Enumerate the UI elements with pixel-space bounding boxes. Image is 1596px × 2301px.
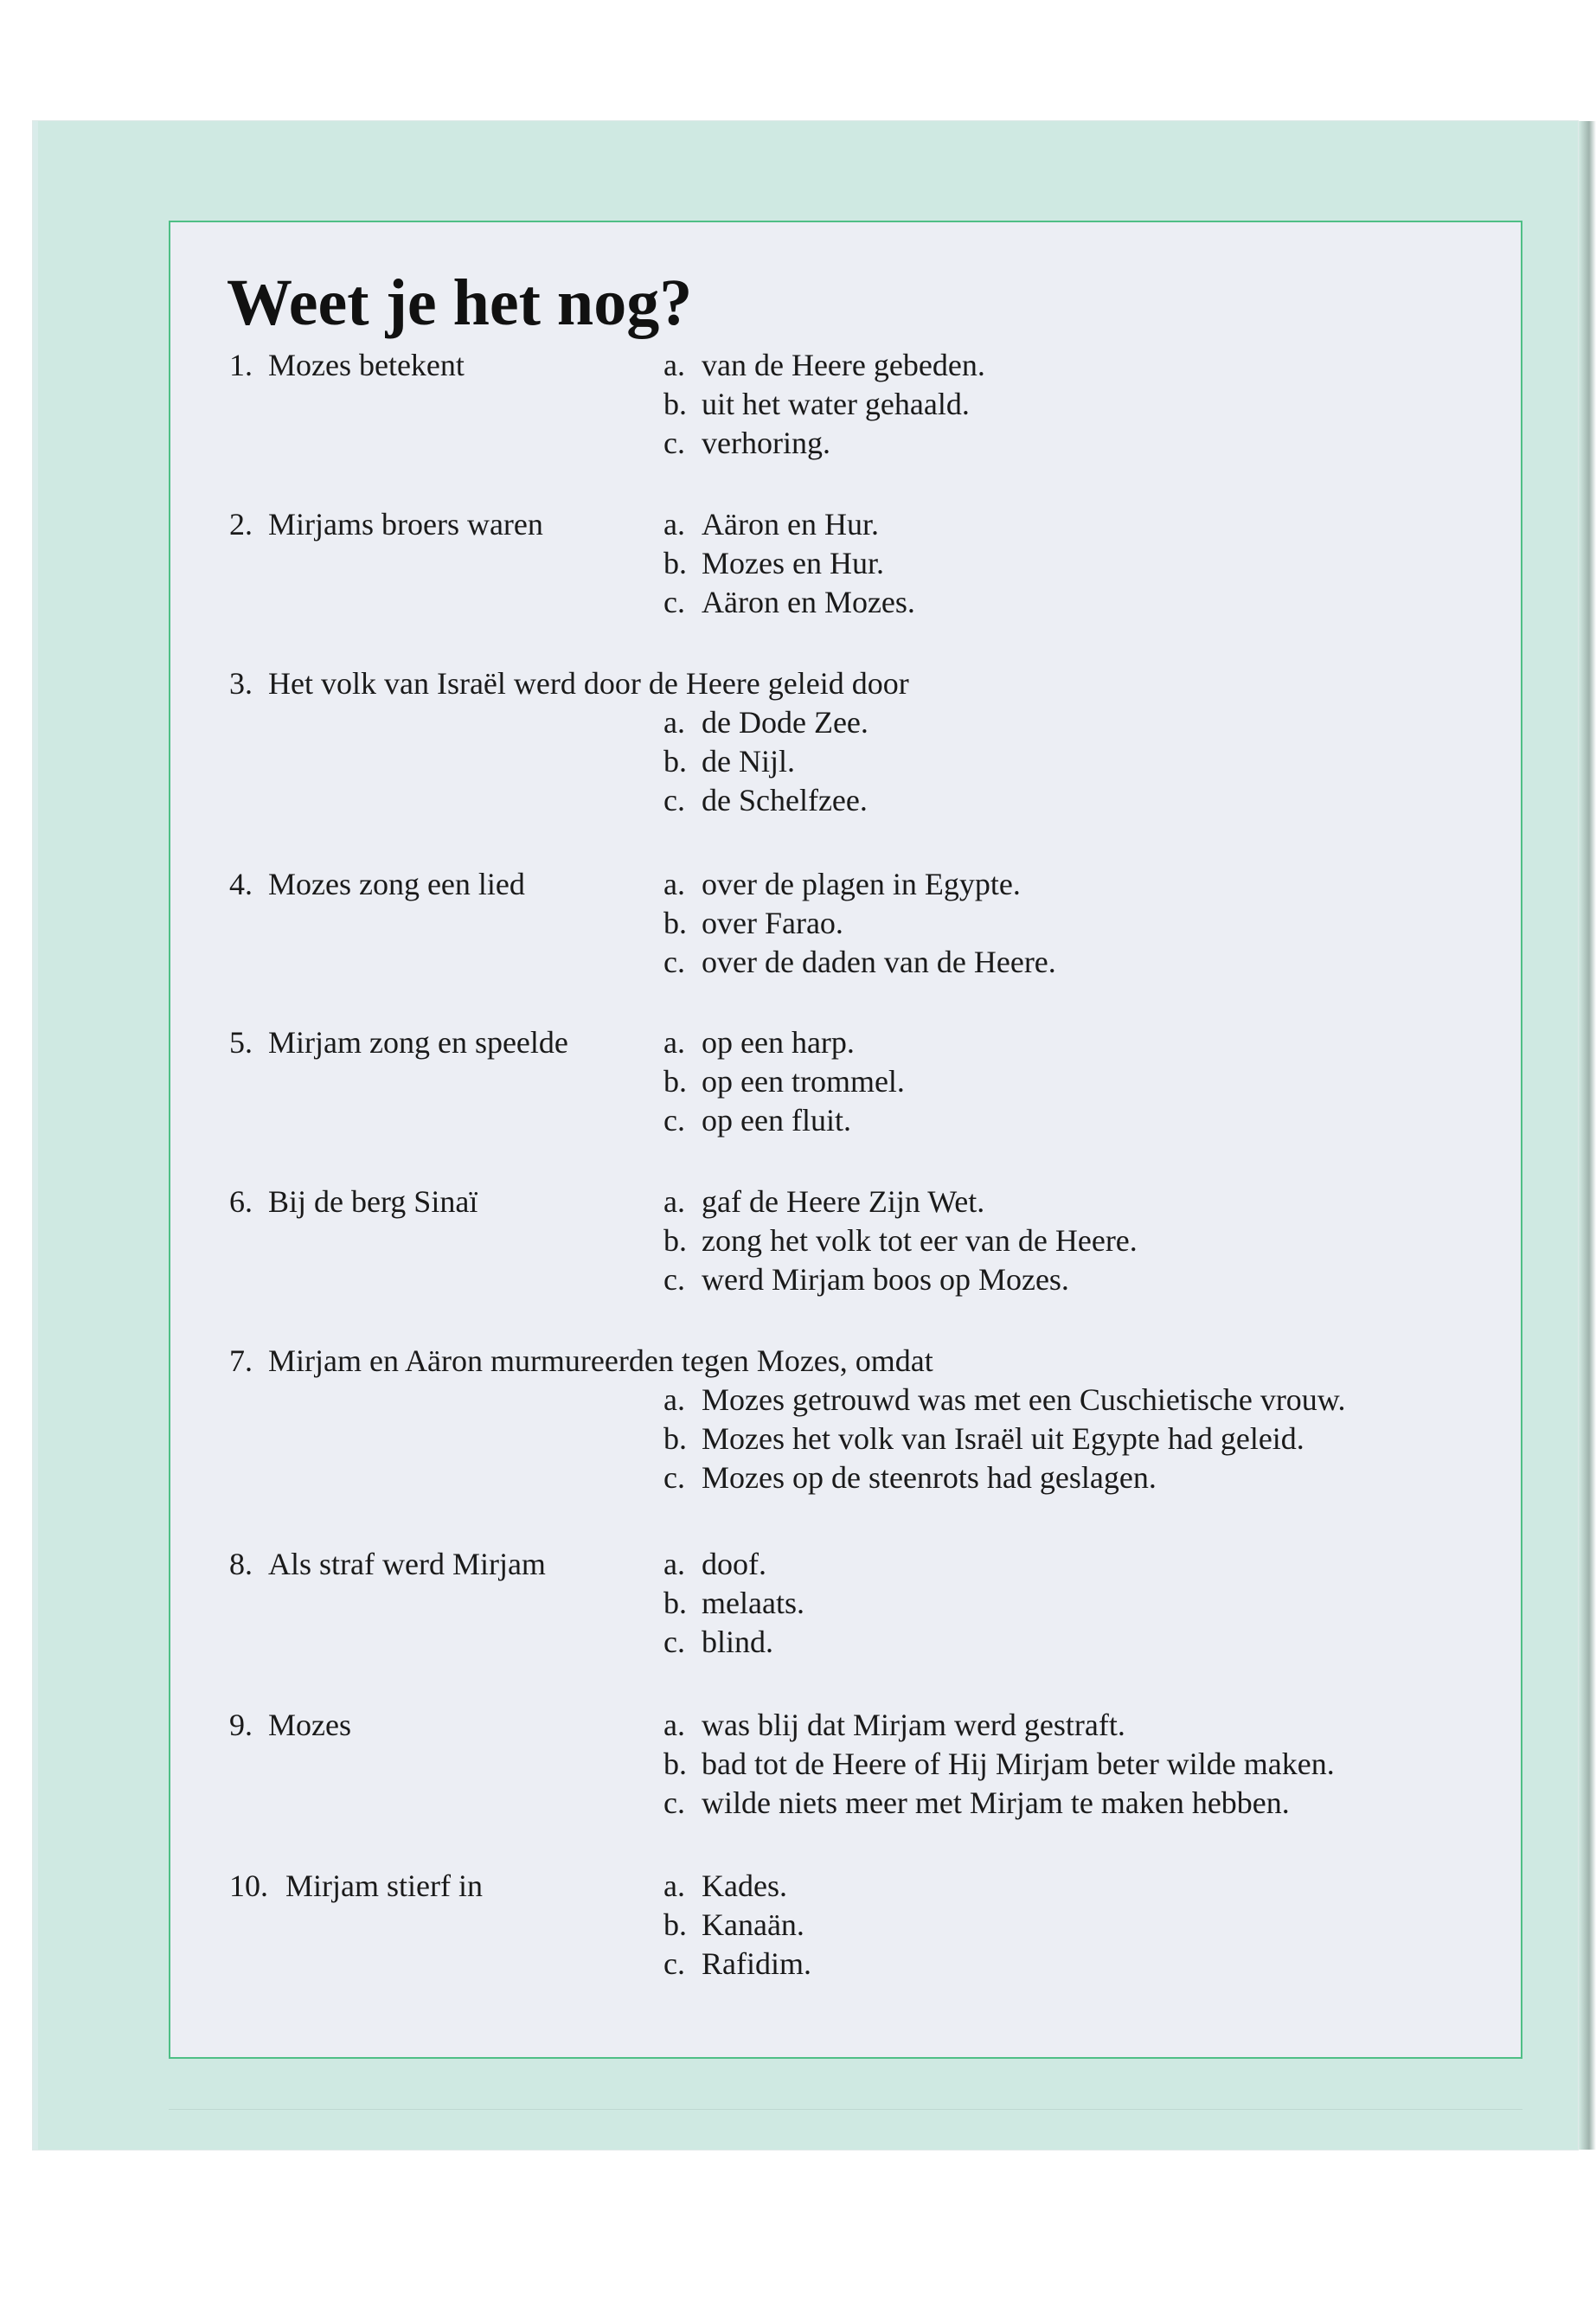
answer-option: [663, 1745, 1335, 1784]
option-letter: a.: [663, 1547, 685, 1581]
option-letter: c.: [663, 783, 685, 817]
option-text: Mozes op de steenrots had geslagen.: [702, 1460, 1157, 1495]
answer-option: [663, 346, 985, 385]
option-text: over de daden van de Heere.: [702, 945, 1056, 979]
answer-option: [663, 742, 869, 781]
question-number: 7.: [229, 1343, 253, 1378]
question-text: Mirjams broers waren: [268, 507, 543, 542]
option-letter: b.: [663, 1223, 687, 1258]
option-text: Aäron en Mozes.: [702, 585, 915, 619]
option-text: Mozes het volk van Israël uit Egypte had geleid.: [702, 1421, 1304, 1456]
answer-options: [663, 703, 869, 820]
option-text: werd Mirjam boos op Mozes.: [702, 1262, 1069, 1297]
question-text: Mozes: [268, 1708, 351, 1742]
option-text: blind.: [702, 1625, 774, 1659]
answer-option: [663, 1784, 1335, 1823]
question-text: Bij de berg Sinaï: [268, 1184, 478, 1219]
question-number: 5.: [229, 1025, 253, 1060]
option-text: uit het water gehaald.: [702, 387, 970, 421]
option-text: de Schelfzee.: [702, 783, 868, 817]
answer-option: [663, 1420, 1345, 1458]
option-letter: c.: [663, 1103, 685, 1138]
question-text: Mozes betekent: [268, 348, 465, 382]
answer-options: [663, 1706, 1335, 1823]
option-letter: a.: [663, 1184, 685, 1219]
option-letter: b.: [663, 1907, 687, 1942]
option-letter: c.: [663, 426, 685, 460]
answer-option: [663, 1623, 804, 1662]
answer-options: [663, 865, 1056, 982]
answer-option: [663, 544, 915, 583]
answer-option: [663, 1458, 1345, 1497]
option-letter: b.: [663, 546, 687, 580]
option-letter: c.: [663, 585, 685, 619]
option-letter: b.: [663, 1064, 687, 1099]
option-letter: a.: [663, 705, 685, 740]
option-text: was blij dat Mirjam werd gestraft.: [702, 1708, 1125, 1742]
option-text: Mozes getrouwd was met een Cuschietische vrouw.: [702, 1382, 1346, 1417]
option-text: van de Heere gebeden.: [702, 348, 985, 382]
answer-option: [663, 1183, 1138, 1221]
question-text: Mirjam zong en speelde: [268, 1025, 568, 1060]
answer-options: [663, 1023, 905, 1140]
option-text: Aäron en Hur.: [702, 507, 879, 542]
option-letter: c.: [663, 1460, 685, 1495]
answer-option: [663, 424, 985, 463]
answer-option: [663, 1867, 811, 1906]
answer-option: [663, 1906, 811, 1945]
option-text: op een harp.: [702, 1025, 855, 1060]
option-letter: a.: [663, 1868, 685, 1903]
option-text: over de plagen in Egypte.: [702, 867, 1021, 901]
question-number: 3.: [229, 666, 253, 701]
answer-option: [663, 1260, 1138, 1299]
option-text: melaats.: [702, 1586, 804, 1620]
answer-option: [663, 1706, 1335, 1745]
answer-option: [663, 1023, 905, 1062]
option-letter: b.: [663, 387, 687, 421]
answer-options: [663, 1867, 811, 1984]
answer-option: [663, 865, 1056, 904]
option-letter: b.: [663, 1421, 687, 1456]
option-text: de Dode Zee.: [702, 705, 869, 740]
question-number: 6.: [229, 1184, 253, 1219]
answer-option: [663, 1945, 811, 1984]
question-text: Als straf werd Mirjam: [268, 1547, 546, 1581]
answer-option: [663, 703, 869, 742]
option-text: wilde niets meer met Mirjam te maken hebben.: [702, 1785, 1290, 1820]
answer-option: [663, 1381, 1345, 1420]
answer-option: [663, 505, 915, 544]
answer-option: [663, 1584, 804, 1623]
option-letter: c.: [663, 1262, 685, 1297]
question-number: 2.: [229, 507, 253, 542]
option-text: Rafidim.: [702, 1946, 811, 1981]
option-text: Mozes en Hur.: [702, 546, 884, 580]
option-letter: a.: [663, 348, 685, 382]
question-number: 4.: [229, 867, 253, 901]
question-number: 1.: [229, 348, 253, 382]
option-letter: a.: [663, 1025, 685, 1060]
answer-option: [663, 781, 869, 820]
option-text: gaf de Heere Zijn Wet.: [702, 1184, 985, 1219]
option-text: de Nijl.: [702, 744, 795, 779]
option-text: zong het volk tot eer van de Heere.: [702, 1223, 1138, 1258]
question-text: Mirjam stierf in: [285, 1868, 483, 1903]
answer-option: [663, 1101, 905, 1140]
answer-options: [663, 1545, 804, 1662]
question-text: Mozes zong een lied: [268, 867, 525, 901]
option-letter: c.: [663, 1625, 685, 1659]
answer-option: [663, 385, 985, 424]
option-letter: a.: [663, 507, 685, 542]
option-letter: c.: [663, 945, 685, 979]
option-letter: a.: [663, 1708, 685, 1742]
option-letter: b.: [663, 906, 687, 940]
option-text: Kades.: [702, 1868, 787, 1903]
answer-options: [663, 1183, 1138, 1299]
answer-option: [663, 1545, 804, 1584]
question-number: 9.: [229, 1708, 253, 1742]
option-text: over Farao.: [702, 906, 843, 940]
option-letter: b.: [663, 744, 687, 779]
option-text: op een fluit.: [702, 1103, 851, 1138]
option-letter: c.: [663, 1785, 685, 1820]
answer-options: [663, 346, 985, 463]
question-number: 10.: [229, 1868, 268, 1903]
option-text: doof.: [702, 1547, 766, 1581]
answer-option: [663, 583, 915, 622]
question-text: Het volk van Israël werd door de Heere geleid door: [268, 666, 909, 701]
answer-options: [663, 505, 915, 622]
option-text: bad tot de Heere of Hij Mirjam beter wilde maken.: [702, 1747, 1335, 1781]
page-edge: [1579, 121, 1596, 2150]
divider: [169, 2109, 1522, 2110]
answer-option: [663, 1062, 905, 1101]
answer-option: [663, 943, 1056, 982]
question-text: Mirjam en Aäron murmureerden tegen Mozes, omdat: [268, 1343, 933, 1378]
option-text: op een trommel.: [702, 1064, 905, 1099]
option-letter: b.: [663, 1586, 687, 1620]
option-text: Kanaän.: [702, 1907, 804, 1942]
page-title: Weet je het nog?: [227, 266, 693, 339]
answer-option: [663, 1221, 1138, 1260]
option-letter: c.: [663, 1946, 685, 1981]
answer-options: [663, 1381, 1345, 1497]
answer-option: [663, 904, 1056, 943]
option-letter: b.: [663, 1747, 687, 1781]
option-letter: a.: [663, 867, 685, 901]
option-text: verhoring.: [702, 426, 830, 460]
question-number: 8.: [229, 1547, 253, 1581]
option-letter: a.: [663, 1382, 685, 1417]
